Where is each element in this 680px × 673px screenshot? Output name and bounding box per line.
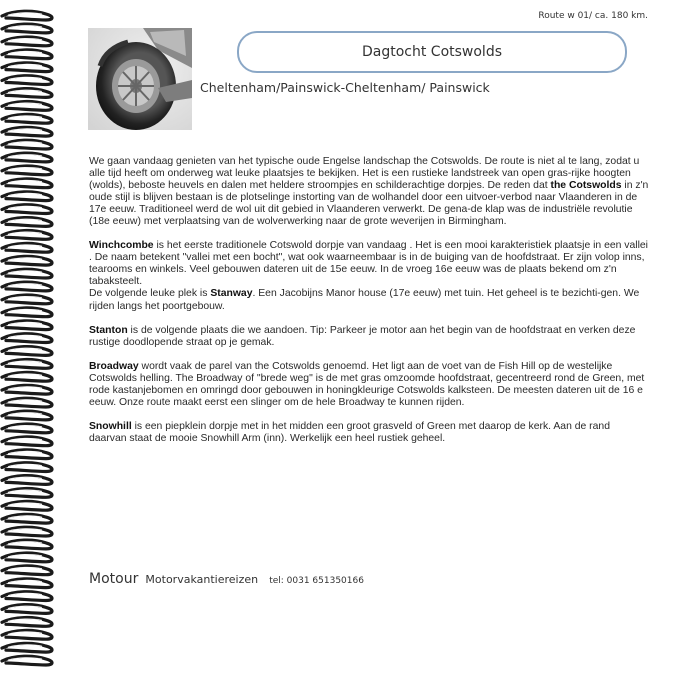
paragraph-broadway [89,361,649,409]
page-title [237,31,627,73]
spiral-coil [2,463,52,472]
text: is het eerste traditionele Cotswold dorpje van vandaag . Het is een mooi karakteristiek plaatsje in een vallei . De naam betekent "vallei met een bocht", wat ook waarneembaar is in de buiging van de hoofdstraat. Er zijn volop inns, tearooms en winkels. Veel gebouwen dateren uit de 15e eeuw. In de vroeg 16e eeuw was de plaats bekend om z'n tabaksteelt. [89,240,648,288]
spiral-coil [2,153,52,162]
spiral-coil [2,321,52,330]
spiral-coil [2,592,52,601]
footer-subtitle: Motorvakantiereizen [145,573,259,586]
spiral-coil [2,76,52,85]
place-name: Snowhill [89,420,132,432]
route-subtitle: Cheltenham/Painswick-Cheltenham/ Painswick [200,80,490,95]
spiral-coil [2,501,52,510]
paragraph-snowhill [89,421,649,445]
spiral-coil [2,50,52,59]
spiral-coil [2,630,52,639]
footer-brand: Motour [89,571,139,587]
spiral-coil [2,89,52,98]
spiral-coil [2,63,52,72]
spiral-coil [2,102,52,111]
place-name: Broadway [89,360,139,372]
spiral-coil [2,656,52,665]
route-code: Route w 01/ ca. 180 km. [538,11,648,21]
spiral-coil [2,256,52,265]
spiral-coil [2,618,52,627]
place-name: Stanton [89,324,128,336]
spiral-coil [2,424,52,433]
spiral-coil [2,308,52,317]
spiral-coil [2,179,52,188]
text: is de volgende plaats die we aandoen. Tip: Parkeer je motor aan het begin van de hoofdstraat en verken deze rustige doodlopende straat op je gemak. [89,324,636,348]
footer-phone: tel: 0031 651350166 [269,576,364,586]
spiral-binding [0,6,60,673]
spiral-coil [2,37,52,46]
text: wordt vaak de parel van the Cotswolds genoemd. Het ligt aan de voet van de Fish Hill op de westelijke Cotswolds helling. The Broadway of "brede weg" is de met gras omzoomde hoofdstraat, gecentreerd rond de Green, met rode kastanjebomen en omringd door gebouwen in honingkleurige Cotswolds kalksteen. De meesten dateren uit de 16 e eeuw. Onze route maakt eerst een slinger om de hele Broadway te kunnen rijden. [89,360,645,408]
paragraph-stanton [89,325,649,349]
text: De volgende leuke plek is [89,288,211,300]
spiral-coil [2,398,52,407]
text: in z'n oude stijl is blijven bestaan is de plotselinge instorting van de wolhandel door een uitvoer-verbod naar Vlaanderen in de 17e eeuw. Traditioneel werd de wol uit dit gebied in Vlaanderen verwerkt. De gena-de klap was de industriële revolutie (18e eeuw) met verplaatsing van de wolverwerking naar de grote weverijen in Birmingham. [89,180,649,228]
text: is een piepklein dorpje met in het midden een groot grasveld of Green met daarop de kerk. Aan de rand daarvan staat de mooie Snowhill Arm (inn). Werkelijk een heel rustiek geheel. [89,420,610,444]
spiral-coil [2,489,52,498]
text: . Een Jacobijns Manor house (17e eeuw) met tuin. Het geheel is te bezichti-gen. We rijden langs het poortgebouw. [89,288,640,312]
spiral-coil [2,282,52,291]
spiral-coil [2,243,52,252]
spiral-coil [2,540,52,549]
spiral-coil [2,334,52,343]
paragraph-winchcombe [89,240,649,312]
spiral-coil [2,231,52,240]
place-name: the Cotswolds [550,180,622,192]
article-body [89,156,649,457]
spiral-coil [2,566,52,575]
spiral-coil [2,514,52,523]
spiral-coil [2,553,52,562]
spiral-coil [2,411,52,420]
spiral-coil [2,205,52,214]
spiral-coil [2,269,52,278]
spiral-coil [2,579,52,588]
spiral-coil [2,385,52,394]
spiral-coil [2,24,52,33]
spiral-coil [2,476,52,485]
place-name: Winchcombe [89,240,154,252]
footer [89,568,364,587]
spiral-coil [2,11,52,20]
spiral-coil [2,437,52,446]
spiral-coil [2,192,52,201]
spiral-coil [2,140,52,149]
spiral-coil [2,450,52,459]
page-title-text: Dagtocht Cotswolds [361,44,503,60]
spiral-coil [2,347,52,356]
spiral-coil [2,127,52,136]
spiral-coil [2,360,52,369]
spiral-coil [2,218,52,227]
spiral-coil [2,166,52,175]
spiral-coil [2,527,52,536]
place-name: Stanway [210,288,253,300]
text: We gaan vandaag genieten van het typische oude Engelse landschap the Cotswolds. De route is niet al te lang, zodat u alle tijd heeft om onderweg wat leuke plaatsjes te bekijken. Het is een rustieke landstreek van open gras-rijke hoogten (wolds), beboste heuvels en dalen met heldere stroompjes en schilderachtige dorpjes. De reden dat [89,156,640,192]
paragraph-intro [89,156,649,228]
spiral-coil [2,643,52,652]
motorcycle-wheel-photo [88,28,192,130]
spiral-coil [2,295,52,304]
spiral-coil [2,114,52,123]
spiral-coil [2,372,52,381]
spiral-coil [2,605,52,614]
